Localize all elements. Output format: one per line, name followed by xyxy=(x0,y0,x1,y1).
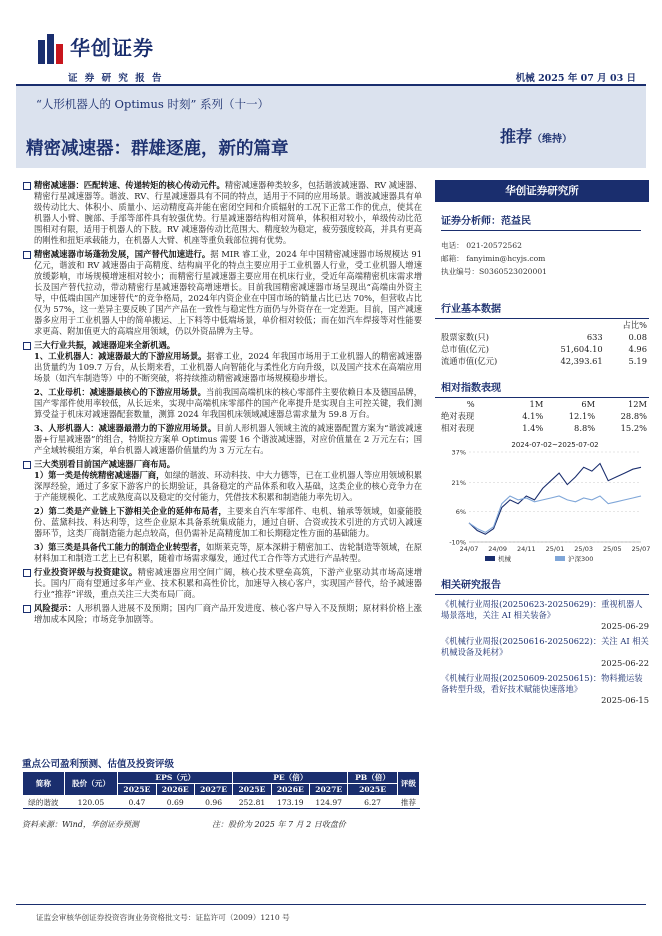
performance-chart-svg xyxy=(441,438,651,570)
list-item[interactable]: 《机械行业周报(20250616-20250622)：关注 AI 相关机械设备及耗材》 2025-06-22 xyxy=(441,636,649,668)
fin-table-title: 重点公司盈利预测、估值及投资评级 xyxy=(22,759,175,770)
company-logo xyxy=(36,30,176,66)
performance-chart xyxy=(441,438,651,570)
performance-table: % 1M 6M 12M 绝对表现 4.1% 12.1% 28.8% 相对表现 1.4% 8.8% 15.2% xyxy=(441,399,647,433)
analyst-license: 执业编号：S0360523020001 xyxy=(441,267,547,276)
related-list xyxy=(435,599,649,706)
footer-rule xyxy=(16,904,646,905)
table-row: 绝对表现 4.1% 12.1% 28.8% xyxy=(441,411,647,421)
industry-date: 机械 2025 年 07 月 03 日 xyxy=(515,73,636,84)
y-tick-label: 37% xyxy=(451,448,466,457)
analyst-email[interactable]: 邮箱： fanyimin@hcyjs.com xyxy=(441,254,546,263)
table-row: 流通市值(亿元) 42,393.61 5.19 xyxy=(441,356,647,366)
analyst-rule xyxy=(441,230,641,231)
analyst-phone: 电话： 021-20572562 xyxy=(441,241,522,250)
list-item[interactable]: 《机械行业周报(20250609-20250615)：物料搬运装备转型升级，看好技术赋能快速落地》 2025-06-15 xyxy=(441,673,649,705)
report-title: 精密减速器：群雄逐鹿，新的篇章 xyxy=(26,139,289,159)
legend-label: 机械 xyxy=(498,555,511,563)
logo-mark-icon xyxy=(36,30,66,66)
footer-license: 证监会审核华创证券投资咨询业务资格批文号：证监许可（2009）1210 号 xyxy=(36,913,290,922)
analyst-name: 范益民 xyxy=(501,216,531,227)
basic-data-title: 行业基本数据 xyxy=(441,304,501,315)
basic-data-section xyxy=(435,300,649,367)
fin-note: 注：股价为 2025 年 7 月 2 日收盘价 xyxy=(212,820,346,829)
related-section xyxy=(435,576,649,706)
x-tick-label: 25/07 xyxy=(631,545,651,553)
bullet-market: 精密减速器市场蓬勃发展，国产替代加速进行。据 MIR 睿工业，2024 年中国精密减速器市场规模达 91 亿元，谐波和 RV 减速器由于高精度、结构扁平化的特点主要应用于工业机器人行业，受工业机器人增速放缓影响，市场规模增速相对较小；而精密行星减速器主要应用在机床行业，受近年高端精密机床需求增长及国产替代拉动，带动精密行星减速器较高增速增长。目前我国精密减速器市场呈现出“高端由外资主导，中低端由国产加速替代”的竞争格局，2024年内资企业在中国市场的销量占比已达 70%，但营收占比仅为 57%，这一差异主要反映了国产产品在一致性与稳定性方面仍与外资存在一定差距。目前，国产减速器多应用于工业机器人中的简单搬运、上下料等中低端场景，单价相对较低；而在如汽车焊接等对性能要求更高、附加值更大的高端应用领域，仍以外资品牌为主导。 xyxy=(22,249,422,337)
table-row: 总市值(亿元) 51,604.10 4.96 xyxy=(441,344,647,354)
summary-body xyxy=(22,180,422,628)
table-row: 股票家数(只) 633 0.08 xyxy=(441,332,647,342)
analyst-contact xyxy=(435,239,649,278)
y-tick-label: -10% xyxy=(449,538,466,547)
performance-section xyxy=(435,379,649,570)
rating-label: 推荐 xyxy=(500,127,533,146)
x-tick-label: 24/11 xyxy=(516,545,536,553)
institute-bar: 华创证券研究所 xyxy=(435,180,649,202)
x-tick-label: 24/07 xyxy=(459,545,479,553)
x-tick-label: 25/05 xyxy=(602,545,622,553)
sidebar xyxy=(435,180,649,706)
fin-table: 简称 股价（元） EPS（元） PE（倍） PB（倍） 评级 2025E 2026E 2027E 2025E 2026E 2027E 2025E 绿的谐波 120.05 0.47 0.69 0.96 252.81 173.19 124.97 6.27 推荐 xyxy=(22,771,420,809)
x-tick-label: 24/09 xyxy=(488,545,508,553)
x-tick-label: 25/01 xyxy=(545,545,565,553)
analyst: 证券分析师：范益民 xyxy=(441,216,531,227)
rating xyxy=(500,124,572,147)
bullet-three-industries: 三大行业共振，减速器迎来全新机遇。 1、工业机器人：减速器最大的下游应用场景。据睿工业，2024 年我国市场用于工业机器人的精密减速器出货量约为 109.7 万台，从长期来看，工业机器人向智能化与柔性化方向升级，以及国产技术在高端应用场景（如汽车制造等）中的不断突破，将持续推动精密减速器市场规模稳步增长。 2、工业母机：减速器最核心的下游应用场景。当前我国高端机床的核心零部件主要依赖日本及德国品牌，国产零部件使用率较低，从长远来，实现中高端机床零部件的国产化率提升是实现自主可控关键，我们测算受益于机床对减速器配套数量，测算 2024 年我国机床领域减速器总需求量为 59.8 万台。 3、人形机器人：减速器最潜力的下游应用场景。目前人形机器人领域主流的减速器配置方案为“谐波减速器+行星减速器”的组合，特斯拉方案单 Optimus 需要 16 个谐波减速器，对应价值量在 2 万元左右；国产全域转模组方案，单台机器人减速器价值量约为 3 万元左右。 xyxy=(22,340,422,456)
legend-label: 沪深300 xyxy=(568,555,594,563)
table-row: 绿的谐波 120.05 0.47 0.69 0.96 252.81 173.19 124.97 6.27 推荐 xyxy=(23,796,420,809)
fin-source: 资料来源：Wind，华创证券预测 xyxy=(22,820,139,829)
bullet-layout: 三大类别看目前国产减速器厂商布局。 1）第一类是传统精密减速器厂商，如绿的谐波、环动科技、中大力德等，已在工业机器人等应用领域积累深厚经验，通过了多家下游客户的长期验证，具备稳定的产品体系和收入基础，这类企业的核心竞争力在于产能规模化、工艺成熟度高以及稳定的交付能力，凭借技术积累和制造能力率先切入。 2）第二类是产业链上下游相关企业的延伸布局者，主要来自汽车零部件、电机、轴承等领域，如豪能股份、蓝黛科技、科达利等，这些企业原本具备系统集成能力，通过自研、合资或技术引进的方式切入减速器环节，这类厂商制造能力起点较高，但仍需补足高精度加工和长期稳定性方面的基础能力。 3）第三类是具备代工能力的制造企业转型者，如斯莱克等，原本深耕于精密加工、齿轮制造等领域，在原材料加工和制造工艺上已有积累，随着市场需求爆发，通过代工合作等方式进行产品转型。 xyxy=(22,459,422,564)
chart-title: 2024-07-02~2025-07-02 xyxy=(511,441,599,449)
bullet-risk: 风险提示：人形机器人进展不及预期；国内厂商产品开发进度、核心客户导入不及预期；原材料价格上涨增加成本风险；市场竞争加剧等。 xyxy=(22,603,422,625)
legend-swatch xyxy=(555,556,565,561)
performance-title: 相对指数表现 xyxy=(441,383,501,394)
list-item[interactable]: 《机械行业周报(20250623-20250629)：重视机器人場景落地，关注 AI 相关装备》 2025-06-29 xyxy=(441,599,649,631)
related-rule xyxy=(435,594,649,595)
y-tick-label: 21% xyxy=(451,479,466,488)
rating-note: （维持） xyxy=(532,134,573,145)
bullet-reducer-overview: 精密减速器：匹配转速、传递转矩的核心传动元件。精密减速器种类较多，包括谐波减速器、RV 减速器、精密行星减速器等。谐波、RV、行星减速器具有不同的特点，适用于不同的应用场景。谐波减速器具有单级传动比大、体积小、质量小、运动精度高并能在密闭空间和介质辐射的工况下正常工作的优点，使其在机器人小臂、腕部、手部等部件具有较强优势。行星减速器结构相对简单，体积相对较小，单级传动比范围相对有限，适用于机器人的下肢。RV 减速器传动比范围大、精度较为稳定，疲劳强度较高，并具有更高的刚性和扭矩承载能力，在机器人大臂、机座等重负载部位拥有优势。 xyxy=(22,180,422,246)
bullet-rating: 行业投资评级与投资建议。精密减速器应用空间广阔，核心技术壁垒高筑，下游产业驱动其市场高速增长。国内厂商有望通过多年产业、技术积累和高性价比，加速导入核心客户，实现国产替代，给予减速器行业“推荐”评级，重点关注三大类布局厂商。 xyxy=(22,567,422,600)
x-tick-label: 25/03 xyxy=(574,545,594,553)
y-tick-label: 6% xyxy=(455,507,466,516)
legend-swatch xyxy=(485,556,495,561)
table-row: 相对表现 1.4% 8.8% 15.2% xyxy=(441,423,647,433)
related-title: 相关研究报告 xyxy=(441,580,501,591)
brand-name: 华创证券 xyxy=(70,36,154,60)
basic-data-table: 占比% 股票家数(只) 633 0.08 总市值(亿元) 51,604.10 4.96 流通市值(亿元) 42,393.61 5.19 xyxy=(441,320,647,366)
series-title: “人形机器人的 Optimus 时刻” 系列（十一） xyxy=(36,97,270,111)
report-type: 证 券 研 究 报 告 xyxy=(68,73,164,84)
